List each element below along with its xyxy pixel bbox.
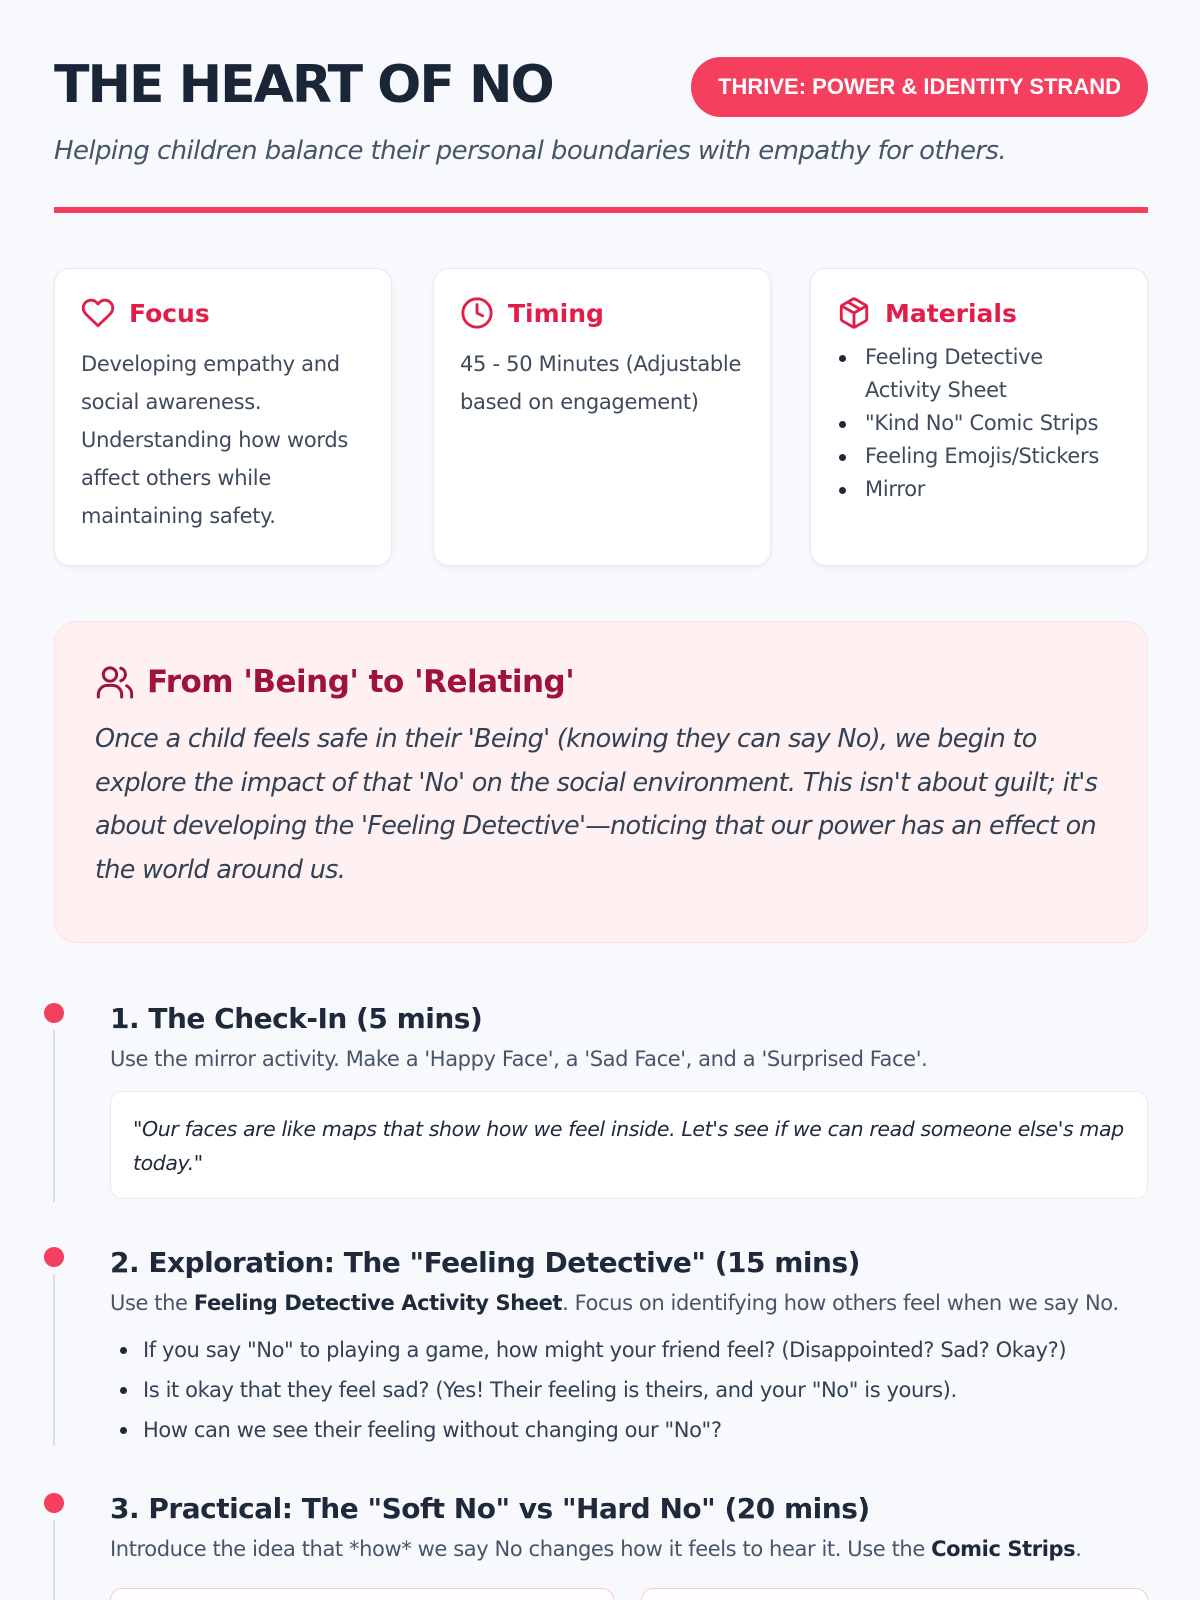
users-icon xyxy=(95,662,135,702)
step-description: Use the mirror activity. Make a 'Happy Face', a 'Sad Face', and a 'Surprised Face'. xyxy=(110,1047,928,1071)
timing-card-body: 45 - 50 Minutes (Adjustable based on engagement) xyxy=(460,352,742,414)
materials-card-title: Materials xyxy=(885,298,1017,328)
step-quote: "Our faces are like maps that show how we feel inside. Let's see if we can read someone else's map today." xyxy=(110,1091,1148,1199)
timeline-line xyxy=(53,1274,55,1446)
timing-card-title: Timing xyxy=(508,298,604,328)
page-subtitle: Helping children balance their personal boundaries with empathy for others. xyxy=(54,136,1007,166)
timeline-line xyxy=(53,1030,55,1202)
materials-list xyxy=(837,341,1121,506)
step-description xyxy=(110,1291,1119,1315)
focus-card-header xyxy=(81,295,365,331)
timeline-line xyxy=(53,1520,55,1600)
soft-no-card xyxy=(110,1588,614,1600)
step-description-text: Use the xyxy=(110,1291,194,1315)
header-divider xyxy=(54,207,1148,213)
step-description-text: . xyxy=(1075,1537,1082,1561)
list-item: Feeling Detective Activity Sheet xyxy=(837,341,1121,407)
hard-no-card xyxy=(641,1588,1148,1600)
callout-header xyxy=(95,662,1107,702)
step-description-text: Introduce the idea that *how* we say No changes how it feels to hear it. Use the xyxy=(110,1537,932,1561)
clock-icon xyxy=(460,296,494,330)
strand-badge: THRIVE: POWER & IDENTITY STRAND xyxy=(691,57,1148,117)
callout-text: Once a child feels safe in their 'Being' (knowing they can say No), we begin to explore the impact of that 'No' on the social environment. This isn't about guilt; it's about developing the 'Feeling Detective'—noticing that our power has an effect on the world around us. xyxy=(95,724,1098,885)
timeline-dot xyxy=(44,1247,64,1267)
page-title: THE HEART OF NO xyxy=(54,55,553,115)
list-item: Is it okay that they feel sad? (Yes! Their feeling is theirs, and your "No" is yours). xyxy=(110,1370,1066,1410)
step-description-text: . Focus on identifying how others feel when we say No. xyxy=(562,1291,1119,1315)
materials-card-header xyxy=(837,295,1121,331)
activity-sheet-label: Feeling Detective Activity Sheet xyxy=(193,1291,563,1315)
timing-card-header xyxy=(460,295,744,331)
focus-card-title: Focus xyxy=(129,298,210,328)
list-item: How can we see their feeling without changing our "No"? xyxy=(110,1410,1066,1450)
timing-card xyxy=(433,268,771,566)
heart-icon xyxy=(81,296,115,330)
being-to-relating-callout xyxy=(54,621,1148,943)
focus-card-body: Developing empathy and social awareness. Understanding how words affect others while maintaining safety. xyxy=(81,352,349,528)
list-item: "Kind No" Comic Strips xyxy=(837,407,1121,440)
step-title: 2. Exploration: The "Feeling Detective" (15 mins) xyxy=(110,1246,860,1279)
package-icon xyxy=(837,296,871,330)
step-title: 1. The Check-In (5 mins) xyxy=(110,1002,483,1035)
info-cards xyxy=(54,268,1148,566)
step-description xyxy=(110,1537,1082,1561)
list-item: Feeling Emojis/Stickers xyxy=(837,440,1121,473)
callout-title: From 'Being' to 'Relating' xyxy=(147,664,575,700)
timeline-dot xyxy=(44,1003,64,1023)
list-item: Mirror xyxy=(837,473,1121,506)
list-item: If you say "No" to playing a game, how might your friend feel? (Disappointed? Sad? Okay?) xyxy=(110,1330,1066,1370)
comic-strips-label: Comic Strips xyxy=(931,1537,1076,1561)
step-title: 3. Practical: The "Soft No" vs "Hard No" (20 mins) xyxy=(110,1492,870,1525)
header xyxy=(54,52,1148,122)
timeline-dot xyxy=(44,1493,64,1513)
focus-card xyxy=(54,268,392,566)
exploration-questions xyxy=(110,1330,1066,1450)
materials-card xyxy=(810,268,1148,566)
